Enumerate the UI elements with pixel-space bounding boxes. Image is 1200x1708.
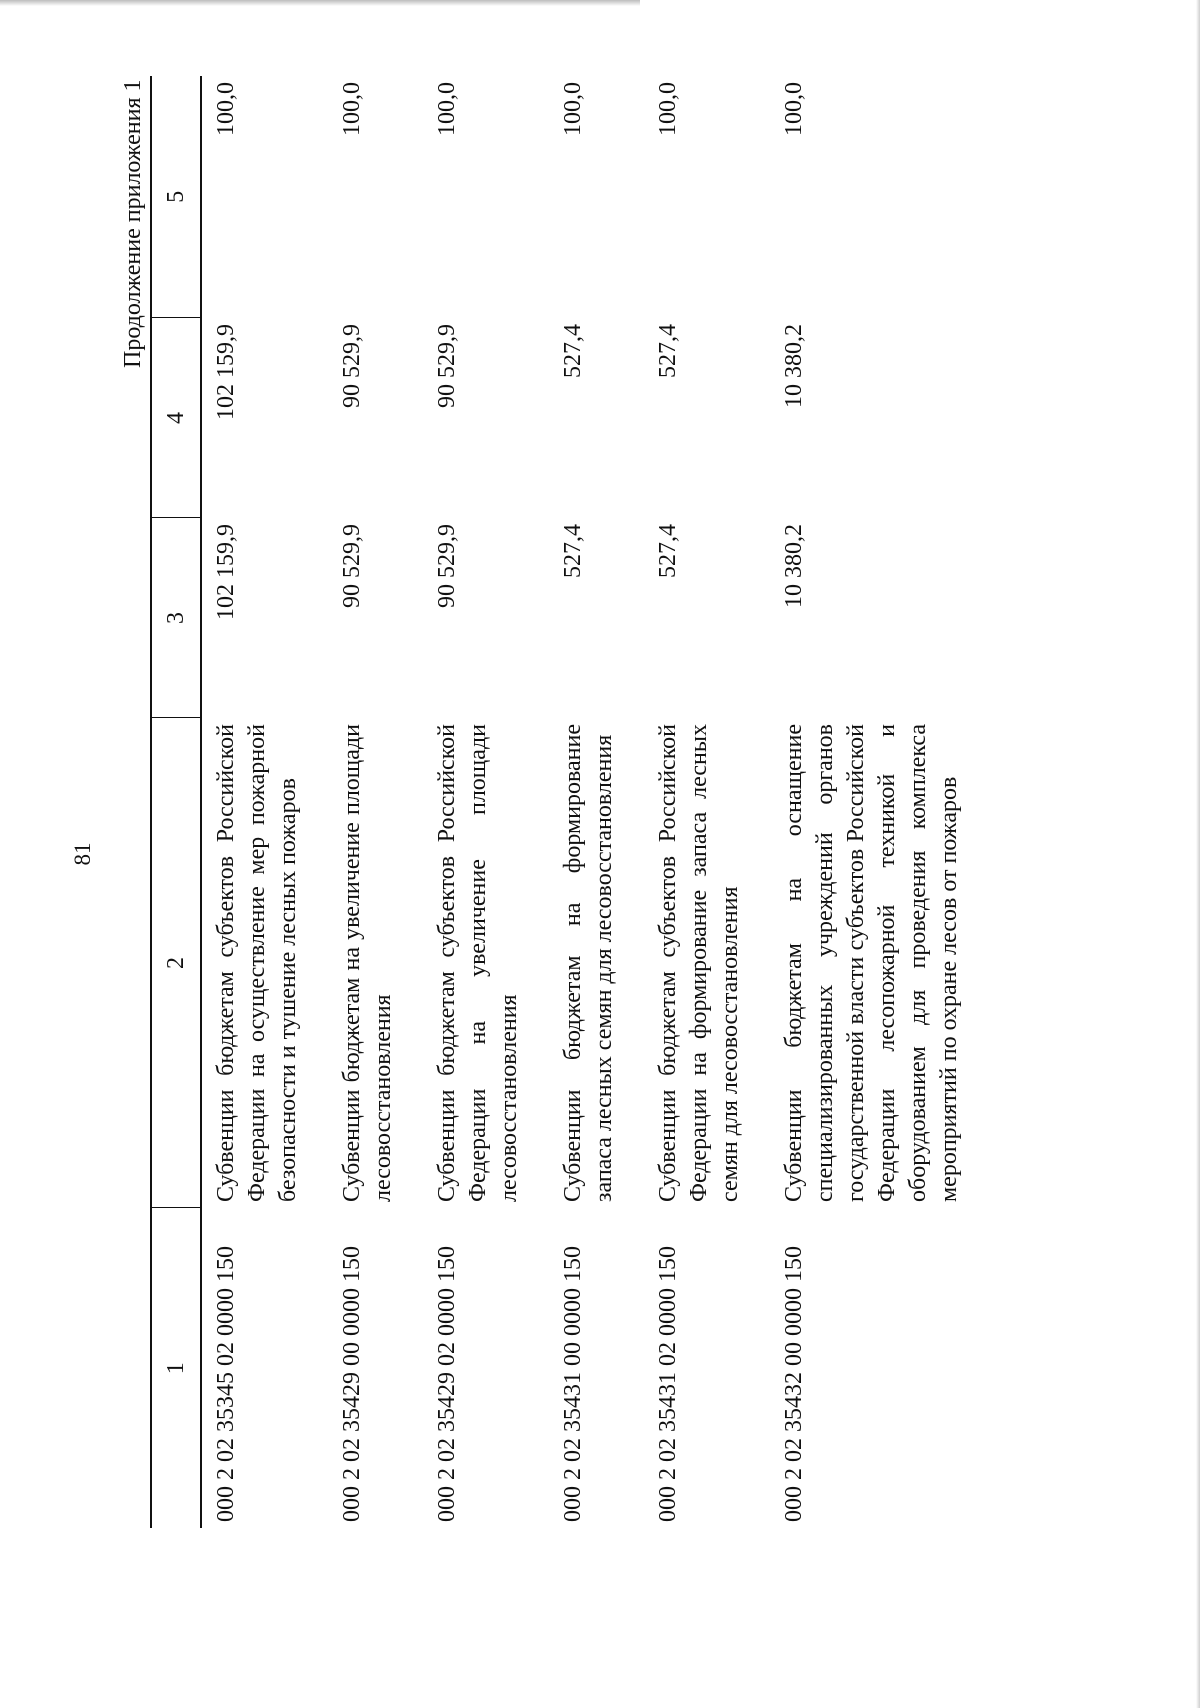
revenue-name: Субвенции бюджетам на формирование запаса лесных семян для лесовосстановления: [560, 724, 617, 1202]
budget-code: 000 2 02 35429 02 0000 150: [434, 1246, 460, 1522]
value-col4: 10 380,2: [781, 324, 807, 408]
value-col3: 10 380,2: [781, 524, 807, 608]
percent-col5: 100,0: [560, 82, 586, 136]
column-header-1: 1: [151, 1208, 201, 1528]
value-col4: 527,4: [655, 324, 681, 378]
header-row: [151, 76, 201, 1528]
value-col3: 90 529,9: [339, 524, 365, 608]
percent-col5: 100,0: [434, 82, 460, 136]
value-col4: 90 529,9: [339, 324, 365, 408]
revenue-name: Субвенции бюджетам субъектов Российской Федерации на увеличение площади лесовосстановления: [434, 724, 522, 1202]
value-col4: 90 529,9: [434, 324, 460, 408]
budget-code: 000 2 02 35431 00 0000 150: [560, 1246, 586, 1522]
value-col4: 102 159,9: [213, 324, 239, 420]
page-number: 81: [70, 842, 95, 866]
budget-code: 000 2 02 35432 00 0000 150: [781, 1246, 807, 1522]
budget-code: 000 2 02 35345 02 0000 150: [213, 1246, 239, 1522]
column-header-2: 2: [151, 718, 201, 1208]
table-header: [151, 76, 201, 1528]
table-row: [423, 76, 549, 1528]
continuation-title: Продолжение приложения 1: [120, 79, 146, 368]
table-row: [549, 76, 644, 1528]
budget-table: [150, 76, 989, 1528]
budget-code: 000 2 02 35429 00 0000 150: [339, 1246, 365, 1522]
value-col3: 90 529,9: [434, 524, 460, 608]
budget-code: 000 2 02 35431 02 0000 150: [655, 1246, 681, 1522]
revenue-name: Субвенции бюджетам на увеличение площади лесовосстановления: [339, 724, 396, 1202]
table-row: [770, 76, 989, 1528]
revenue-name: Субвенции бюджетам на оснащение специализированных учреждений органов государственной власти субъектов Российской Федерации лесопожарной техникой и оборудованием для проведения комплекса мероприятий по охране лесов от пожаров: [781, 724, 962, 1202]
revenue-name: Субвенции бюджетам субъектов Российской Федерации на осуществление мер пожарной безопасности и тушение лесных пожаров: [213, 724, 301, 1202]
table-row: [328, 76, 423, 1528]
column-header-3: 3: [151, 518, 201, 718]
revenue-name: Субвенции бюджетам субъектов Российской Федерации на формирование запаса лесных семян для лесовосстановления: [655, 724, 743, 1202]
table-body: [201, 76, 989, 1528]
table-row: [201, 76, 328, 1528]
percent-col5: 100,0: [781, 82, 807, 136]
column-header-4: 4: [151, 318, 201, 518]
value-col4: 527,4: [560, 324, 586, 378]
column-header-5: 5: [151, 76, 201, 318]
value-col3: 527,4: [560, 524, 586, 578]
table-row: [644, 76, 770, 1528]
percent-col5: 100,0: [655, 82, 681, 136]
percent-col5: 100,0: [213, 82, 239, 136]
value-col3: 102 159,9: [213, 524, 239, 620]
value-col3: 527,4: [655, 524, 681, 578]
percent-col5: 100,0: [339, 82, 365, 136]
